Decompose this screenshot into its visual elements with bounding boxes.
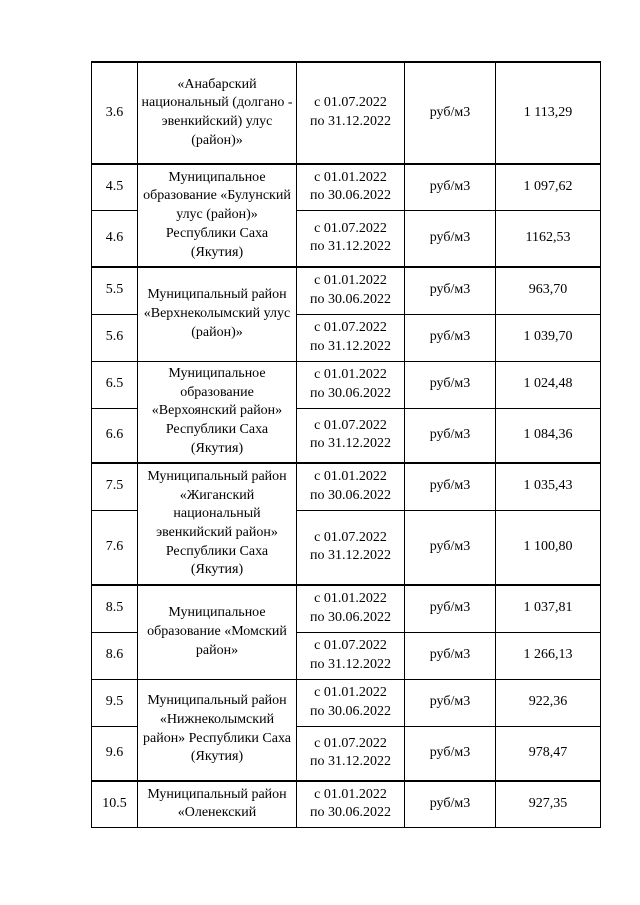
- period-cell: [297, 62, 405, 164]
- period-start: с 01.01.2022: [314, 366, 387, 382]
- table-row: [92, 361, 601, 408]
- period-end: по 31.12.2022: [310, 754, 391, 770]
- unit-cell: руб/м3: [405, 679, 496, 726]
- unit-cell: руб/м3: [405, 314, 496, 361]
- unit-cell: руб/м3: [405, 781, 496, 827]
- unit-cell: руб/м3: [405, 210, 496, 267]
- tariff-value: 963,70: [496, 267, 601, 314]
- period-start: с 01.07.2022: [314, 319, 387, 335]
- table-row: [92, 62, 601, 164]
- tariff-value: 1 266,13: [496, 632, 601, 679]
- period-end: по 30.06.2022: [310, 703, 391, 719]
- period-cell: [297, 210, 405, 267]
- row-number: 6.6: [92, 408, 138, 463]
- period-start: с 01.07.2022: [314, 735, 387, 751]
- municipality-name: Муниципальный район «Оленекский: [138, 781, 297, 827]
- unit-cell: руб/м3: [405, 408, 496, 463]
- period-cell: [297, 632, 405, 679]
- row-number: 9.6: [92, 726, 138, 781]
- period-end: по 31.12.2022: [310, 548, 391, 564]
- period-start: с 01.07.2022: [314, 529, 387, 545]
- row-number: 10.5: [92, 781, 138, 827]
- tariff-value: 1 035,43: [496, 463, 601, 510]
- period-start: с 01.01.2022: [314, 469, 387, 485]
- period-end: по 31.12.2022: [310, 338, 391, 354]
- period-start: с 01.07.2022: [314, 220, 387, 236]
- period-cell: [297, 361, 405, 408]
- unit-cell: руб/м3: [405, 632, 496, 679]
- row-number: 5.6: [92, 314, 138, 361]
- table-row: [92, 164, 601, 210]
- unit-cell: руб/м3: [405, 463, 496, 510]
- period-cell: [297, 679, 405, 726]
- period-cell: [297, 781, 405, 827]
- municipality-name: Муниципальное образование «Булунский улус (район)» Республики Саха (Якутия): [138, 164, 297, 267]
- table-row: [92, 463, 601, 510]
- row-number: 8.5: [92, 585, 138, 632]
- row-number: 3.6: [92, 62, 138, 164]
- row-number: 4.5: [92, 164, 138, 210]
- tariff-value: 922,36: [496, 679, 601, 726]
- unit-cell: руб/м3: [405, 510, 496, 585]
- table-row: [92, 585, 601, 632]
- unit-cell: руб/м3: [405, 62, 496, 164]
- tariff-value: 1 039,70: [496, 314, 601, 361]
- period-end: по 31.12.2022: [310, 114, 391, 129]
- period-end: по 31.12.2022: [310, 656, 391, 672]
- row-number: 5.5: [92, 267, 138, 314]
- period-start: с 01.07.2022: [314, 637, 387, 653]
- period-cell: [297, 314, 405, 361]
- period-end: по 30.06.2022: [310, 609, 391, 625]
- row-number: 8.6: [92, 632, 138, 679]
- period-start: с 01.07.2022: [314, 95, 387, 111]
- period-start: с 01.07.2022: [314, 417, 387, 433]
- table-row: [92, 679, 601, 726]
- row-number: 6.5: [92, 361, 138, 408]
- period-end: по 30.06.2022: [310, 805, 391, 821]
- municipality-name: Муниципальный район «Нижнеколымский район» Республики Саха (Якутия): [138, 679, 297, 781]
- unit-cell: руб/м3: [405, 361, 496, 408]
- tariff-value: 1 024,48: [496, 361, 601, 408]
- row-number: 7.6: [92, 510, 138, 585]
- tariff-value: 1 037,81: [496, 585, 601, 632]
- unit-cell: руб/м3: [405, 585, 496, 632]
- municipality-name: Муниципальный район «Верхнеколымский улус (район)»: [138, 267, 297, 361]
- period-end: по 30.06.2022: [310, 291, 391, 307]
- period-start: с 01.01.2022: [314, 684, 387, 700]
- period-cell: [297, 267, 405, 314]
- period-end: по 31.12.2022: [310, 239, 391, 255]
- tariff-value: 978,47: [496, 726, 601, 781]
- period-start: с 01.01.2022: [314, 786, 387, 802]
- tariff-value: 1 084,36: [496, 408, 601, 463]
- period-cell: [297, 585, 405, 632]
- period-start: с 01.01.2022: [314, 273, 387, 289]
- tariff-value: 1 100,80: [496, 510, 601, 585]
- unit-cell: руб/м3: [405, 267, 496, 314]
- row-number: 7.5: [92, 463, 138, 510]
- period-cell: [297, 164, 405, 210]
- table-row: [92, 267, 601, 314]
- tariff-value: 1 113,29: [496, 62, 601, 164]
- tariff-table: [91, 61, 601, 828]
- period-end: по 30.06.2022: [310, 385, 391, 401]
- municipality-name: Муниципальное образование «Момский район»: [138, 585, 297, 679]
- row-number: 4.6: [92, 210, 138, 267]
- table-row: [92, 781, 601, 827]
- unit-cell: руб/м3: [405, 164, 496, 210]
- row-number: 9.5: [92, 679, 138, 726]
- municipality-name: «Анабарский национальный (долгано - эвенкийский) улус (район)»: [138, 62, 297, 164]
- period-cell: [297, 726, 405, 781]
- municipality-name: Муниципальное образование «Верхоянский район» Республики Саха (Якутия): [138, 361, 297, 463]
- period-end: по 31.12.2022: [310, 436, 391, 452]
- tariff-value: 927,35: [496, 781, 601, 827]
- period-end: по 30.06.2022: [310, 487, 391, 503]
- municipality-name: Муниципальный район «Жиганский национальный эвенкийский район» Республики Саха (Якутия): [138, 463, 297, 585]
- period-start: с 01.01.2022: [314, 591, 387, 607]
- period-cell: [297, 510, 405, 585]
- period-cell: [297, 463, 405, 510]
- period-end: по 30.06.2022: [310, 188, 391, 204]
- tariff-value: 1162,53: [496, 210, 601, 267]
- unit-cell: руб/м3: [405, 726, 496, 781]
- period-cell: [297, 408, 405, 463]
- tariff-value: 1 097,62: [496, 164, 601, 210]
- period-start: с 01.01.2022: [314, 169, 387, 185]
